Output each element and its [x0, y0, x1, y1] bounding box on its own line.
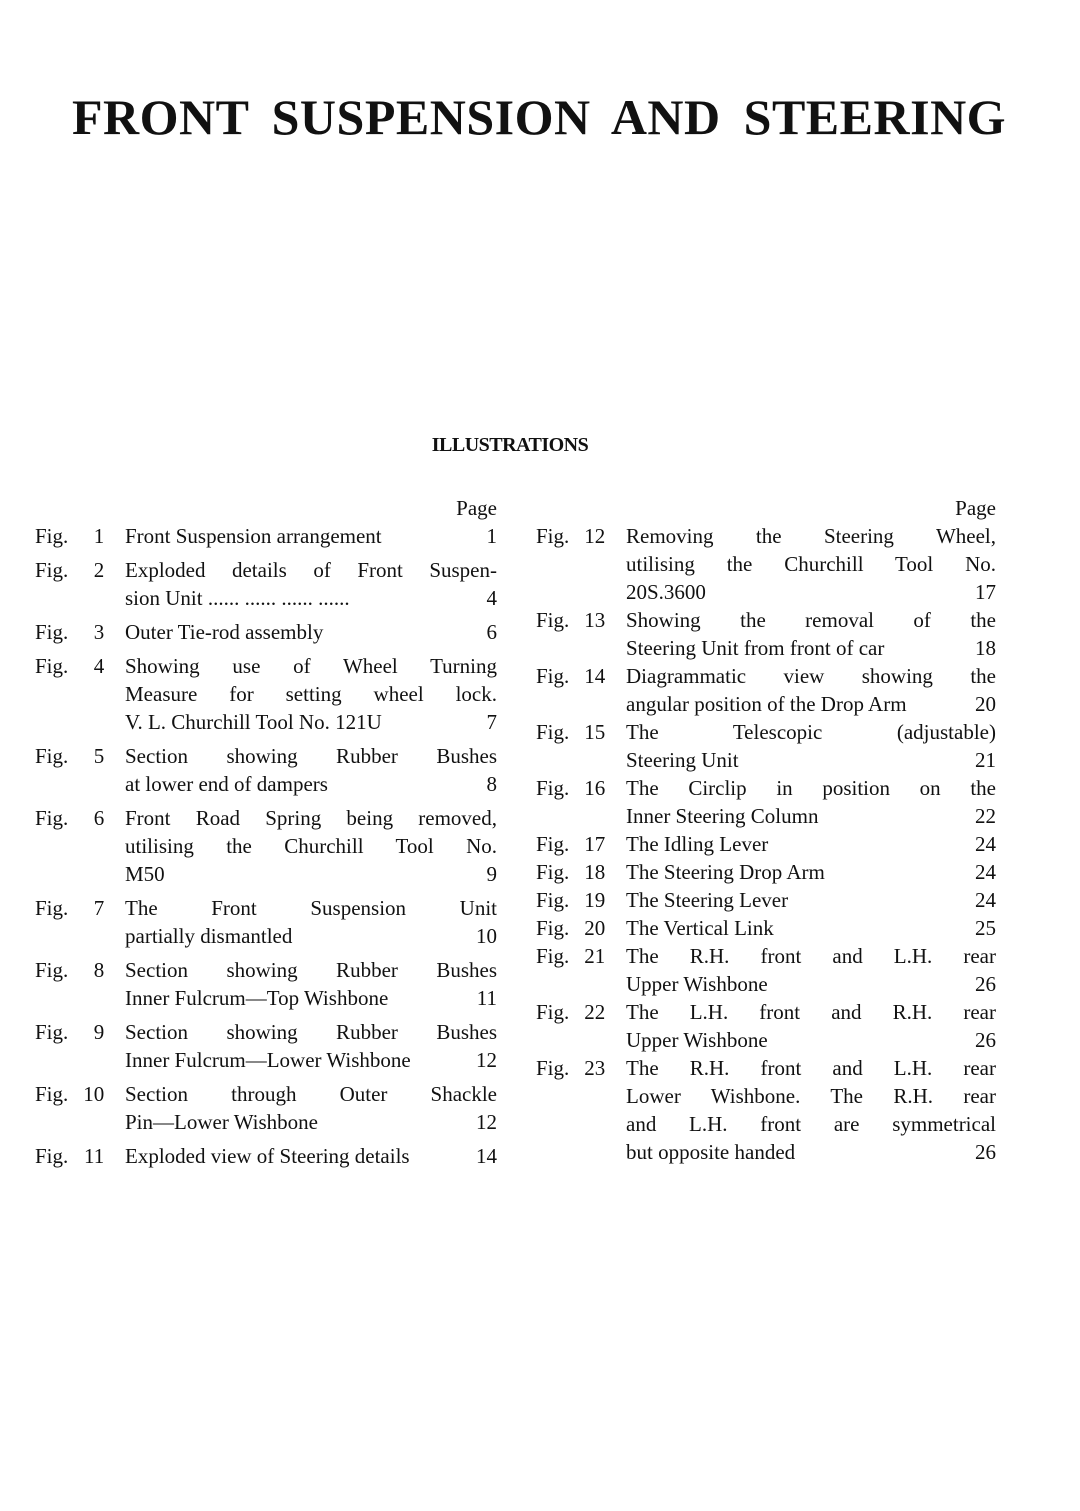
description-line: Upper Wishbone — [626, 972, 768, 996]
figure-number — [536, 886, 626, 914]
figure-description — [125, 1142, 497, 1170]
description-last-line — [125, 770, 497, 798]
figure-number — [35, 742, 125, 798]
fig-num: 1 — [93, 524, 105, 548]
fig-label: Fig. — [35, 524, 69, 548]
description-last-line — [125, 860, 497, 888]
figure-entry — [536, 998, 996, 1054]
description-line: The Steering Lever — [626, 888, 789, 912]
description-last-line — [125, 1142, 497, 1170]
fig-num: 2 — [93, 558, 105, 582]
page-number: 22 — [975, 804, 996, 828]
description-line: The Vertical Link — [626, 916, 774, 940]
description-line: and L.H. front are symmetrical — [626, 1112, 996, 1136]
figure-number — [536, 942, 626, 998]
fig-num: 10 — [83, 1082, 105, 1106]
fig-num: 4 — [93, 654, 105, 678]
fig-num: 16 — [584, 776, 606, 800]
fig-num: 19 — [584, 888, 606, 912]
figure-description — [626, 886, 996, 914]
figure-entry — [536, 830, 996, 858]
page-number: 6 — [486, 620, 497, 644]
description-last-line — [125, 1108, 497, 1136]
description-line: Exploded view of Steering details — [125, 1144, 410, 1168]
description-line: Steering Unit from front of car — [626, 636, 885, 660]
fig-num: 5 — [93, 744, 105, 768]
description-last-line — [626, 690, 996, 718]
page-number: 20 — [975, 692, 996, 716]
figure-description — [626, 1054, 996, 1166]
figure-entry — [536, 914, 996, 942]
figure-description — [626, 858, 996, 886]
fig-label: Fig. — [35, 744, 69, 768]
figure-number — [536, 662, 626, 718]
description-line: Section showing Rubber Bushes — [125, 958, 497, 982]
fig-num: 3 — [93, 620, 105, 644]
figure-entry — [35, 1080, 497, 1136]
description-last-line — [125, 708, 497, 736]
description-line: Section through Outer Shackle — [125, 1082, 497, 1106]
figure-description — [626, 914, 996, 942]
description-line: Removing the Steering Wheel, — [626, 524, 996, 548]
page-number: 10 — [476, 924, 497, 948]
illustrations-list-right — [536, 494, 996, 1166]
description-line: sion Unit ...... ...... ...... ...... — [125, 586, 350, 610]
figure-entry — [536, 942, 996, 998]
fig-num: 18 — [584, 860, 606, 884]
description-line: Section showing Rubber Bushes — [125, 744, 497, 768]
figure-number — [35, 1080, 125, 1136]
figure-entry — [35, 556, 497, 612]
page-number: 24 — [975, 860, 996, 884]
description-line: The Steering Drop Arm — [626, 860, 825, 884]
figure-description — [626, 606, 996, 662]
description-last-line — [626, 886, 996, 914]
fig-num: 20 — [584, 916, 606, 940]
page-number: 26 — [975, 1028, 996, 1052]
figure-entry — [35, 742, 497, 798]
figure-number — [536, 998, 626, 1054]
description-line: utilising the Churchill Tool No. — [626, 552, 996, 576]
fig-label: Fig. — [536, 944, 570, 968]
fig-label: Fig. — [35, 558, 69, 582]
page-number: 12 — [476, 1110, 497, 1134]
fig-num: 23 — [584, 1056, 606, 1080]
description-line: partially dismantled — [125, 924, 293, 948]
figure-description — [626, 662, 996, 718]
right-entries — [536, 522, 996, 1166]
description-line: utilising the Churchill Tool No. — [125, 834, 497, 858]
fig-label: Fig. — [536, 524, 570, 548]
fig-num: 6 — [93, 806, 105, 830]
figure-entry — [536, 522, 996, 606]
description-line: Steering Unit — [626, 748, 739, 772]
figure-number — [536, 830, 626, 858]
fig-num: 15 — [584, 720, 606, 744]
description-last-line — [626, 802, 996, 830]
figure-description — [125, 956, 497, 1012]
figure-number — [35, 522, 125, 550]
fig-num: 11 — [84, 1144, 105, 1168]
fig-label: Fig. — [536, 832, 570, 856]
description-line: The R.H. front and L.H. rear — [626, 944, 996, 968]
description-line: at lower end of dampers — [125, 772, 328, 796]
fig-num: 9 — [93, 1020, 105, 1044]
figure-entry — [536, 1054, 996, 1166]
description-line: Measure for setting wheel lock. — [125, 682, 497, 706]
fig-label: Fig. — [35, 896, 69, 920]
page-number: 18 — [975, 636, 996, 660]
figure-description — [626, 830, 996, 858]
description-line: Front Suspension arrangement — [125, 524, 382, 548]
description-line: Pin—Lower Wishbone — [125, 1110, 318, 1134]
figure-number — [536, 1054, 626, 1166]
figure-number — [35, 1142, 125, 1170]
description-line: Front Road Spring being removed, — [125, 806, 497, 830]
description-line: Inner Steering Column — [626, 804, 819, 828]
description-last-line — [626, 970, 996, 998]
figure-description — [125, 804, 497, 888]
fig-label: Fig. — [536, 664, 570, 688]
page-number: 24 — [975, 832, 996, 856]
description-line: Showing the removal of the — [626, 608, 996, 632]
figure-number — [35, 618, 125, 646]
description-line: The Front Suspension Unit — [125, 896, 497, 920]
figure-description — [125, 652, 497, 736]
description-line: Lower Wishbone. The R.H. rear — [626, 1084, 996, 1108]
description-last-line — [125, 522, 497, 550]
description-line: The R.H. front and L.H. rear — [626, 1056, 996, 1080]
figure-entry — [536, 858, 996, 886]
description-line: V. L. Churchill Tool No. 121U — [125, 710, 382, 734]
description-last-line — [626, 1138, 996, 1166]
figure-number — [536, 774, 626, 830]
description-last-line — [626, 746, 996, 774]
fig-label: Fig. — [536, 1000, 570, 1024]
figure-description — [125, 522, 497, 550]
description-last-line — [626, 914, 996, 942]
figure-number — [536, 718, 626, 774]
figure-number — [35, 804, 125, 888]
description-line: The Circlip in position on the — [626, 776, 996, 800]
figure-entry — [35, 804, 497, 888]
description-line: Exploded details of Front Suspen- — [125, 558, 497, 582]
page-column-header: Page — [456, 496, 497, 520]
figure-description — [125, 556, 497, 612]
fig-label: Fig. — [536, 776, 570, 800]
fig-num: 7 — [93, 896, 105, 920]
fig-num: 8 — [93, 958, 105, 982]
page-number: 17 — [975, 580, 996, 604]
description-line: The Telescopic (adjustable) — [626, 720, 996, 744]
description-last-line — [125, 584, 497, 612]
page-number: 4 — [486, 586, 497, 610]
figure-number — [536, 522, 626, 606]
description-line: Diagrammatic view showing the — [626, 664, 996, 688]
page-number: 11 — [476, 986, 497, 1010]
fig-label: Fig. — [35, 1144, 69, 1168]
figure-number — [35, 556, 125, 612]
figure-entry — [35, 1142, 497, 1170]
figure-entry — [35, 1018, 497, 1074]
description-line: Showing use of Wheel Turning — [125, 654, 497, 678]
fig-label: Fig. — [536, 720, 570, 744]
section-heading-illustrations: ILLUSTRATIONS — [431, 434, 589, 456]
description-last-line — [125, 984, 497, 1012]
page-number: 26 — [975, 1140, 996, 1164]
description-line: angular position of the Drop Arm — [626, 692, 907, 716]
page-number: 24 — [975, 888, 996, 912]
figure-description — [626, 718, 996, 774]
figure-number — [35, 956, 125, 1012]
figure-number — [35, 652, 125, 736]
fig-label: Fig. — [35, 654, 69, 678]
description-line: The L.H. front and R.H. rear — [626, 1000, 996, 1024]
page-title: FRONT SUSPENSION AND STEERING — [72, 89, 1007, 145]
description-last-line — [125, 618, 497, 646]
fig-label: Fig. — [536, 916, 570, 940]
fig-label: Fig. — [35, 806, 69, 830]
figure-entry — [35, 522, 497, 550]
page-number: 25 — [975, 916, 996, 940]
figure-number — [536, 914, 626, 942]
figure-number — [536, 606, 626, 662]
description-last-line — [626, 578, 996, 606]
figure-entry — [536, 886, 996, 914]
page-number: 21 — [975, 748, 996, 772]
page-number: 1 — [486, 524, 497, 548]
description-last-line — [125, 1046, 497, 1074]
figure-description — [125, 1018, 497, 1074]
description-last-line — [626, 830, 996, 858]
figure-number — [536, 858, 626, 886]
fig-num: 13 — [584, 608, 606, 632]
figure-description — [626, 942, 996, 998]
fig-num: 21 — [584, 944, 606, 968]
figure-entry — [536, 774, 996, 830]
figure-description — [125, 894, 497, 950]
fig-num: 17 — [584, 832, 606, 856]
description-line: Section showing Rubber Bushes — [125, 1020, 497, 1044]
fig-label: Fig. — [536, 888, 570, 912]
figure-description — [125, 1080, 497, 1136]
page-column-header: Page — [955, 496, 996, 520]
figure-description — [626, 522, 996, 606]
page-number: 7 — [486, 710, 497, 734]
description-line: 20S.3600 — [626, 580, 706, 604]
description-line: but opposite handed — [626, 1140, 796, 1164]
description-last-line — [125, 922, 497, 950]
figure-description — [626, 774, 996, 830]
description-line: Upper Wishbone — [626, 1028, 768, 1052]
fig-label: Fig. — [536, 860, 570, 884]
description-line: Inner Fulcrum—Lower Wishbone — [125, 1048, 411, 1072]
illustrations-list-left — [35, 494, 497, 1176]
fig-label: Fig. — [35, 1020, 69, 1044]
figure-number — [35, 1018, 125, 1074]
fig-label: Fig. — [536, 1056, 570, 1080]
figure-entry — [536, 718, 996, 774]
fig-label: Fig. — [35, 958, 69, 982]
description-last-line — [626, 1026, 996, 1054]
description-last-line — [626, 634, 996, 662]
fig-num: 12 — [584, 524, 606, 548]
figure-entry — [536, 606, 996, 662]
description-line: The Idling Lever — [626, 832, 769, 856]
figure-description — [125, 742, 497, 798]
page-number: 8 — [486, 772, 497, 796]
fig-label: Fig. — [35, 620, 69, 644]
page-number: 9 — [486, 862, 497, 886]
figure-entry — [35, 956, 497, 1012]
description-line: Inner Fulcrum—Top Wishbone — [125, 986, 389, 1010]
figure-entry — [35, 652, 497, 736]
figure-description — [626, 998, 996, 1054]
fig-label: Fig. — [35, 1082, 69, 1106]
figure-entry — [536, 662, 996, 718]
page-number: 12 — [476, 1048, 497, 1072]
figure-description — [125, 618, 497, 646]
description-line: Outer Tie-rod assembly — [125, 620, 324, 644]
figure-entry — [35, 894, 497, 950]
description-line: M50 — [125, 862, 165, 886]
description-last-line — [626, 858, 996, 886]
page-number: 14 — [476, 1144, 497, 1168]
fig-num: 22 — [584, 1000, 606, 1024]
fig-num: 14 — [584, 664, 606, 688]
figure-number — [35, 894, 125, 950]
fig-label: Fig. — [536, 608, 570, 632]
figure-entry — [35, 618, 497, 646]
page-number: 26 — [975, 972, 996, 996]
left-entries — [35, 522, 497, 1170]
